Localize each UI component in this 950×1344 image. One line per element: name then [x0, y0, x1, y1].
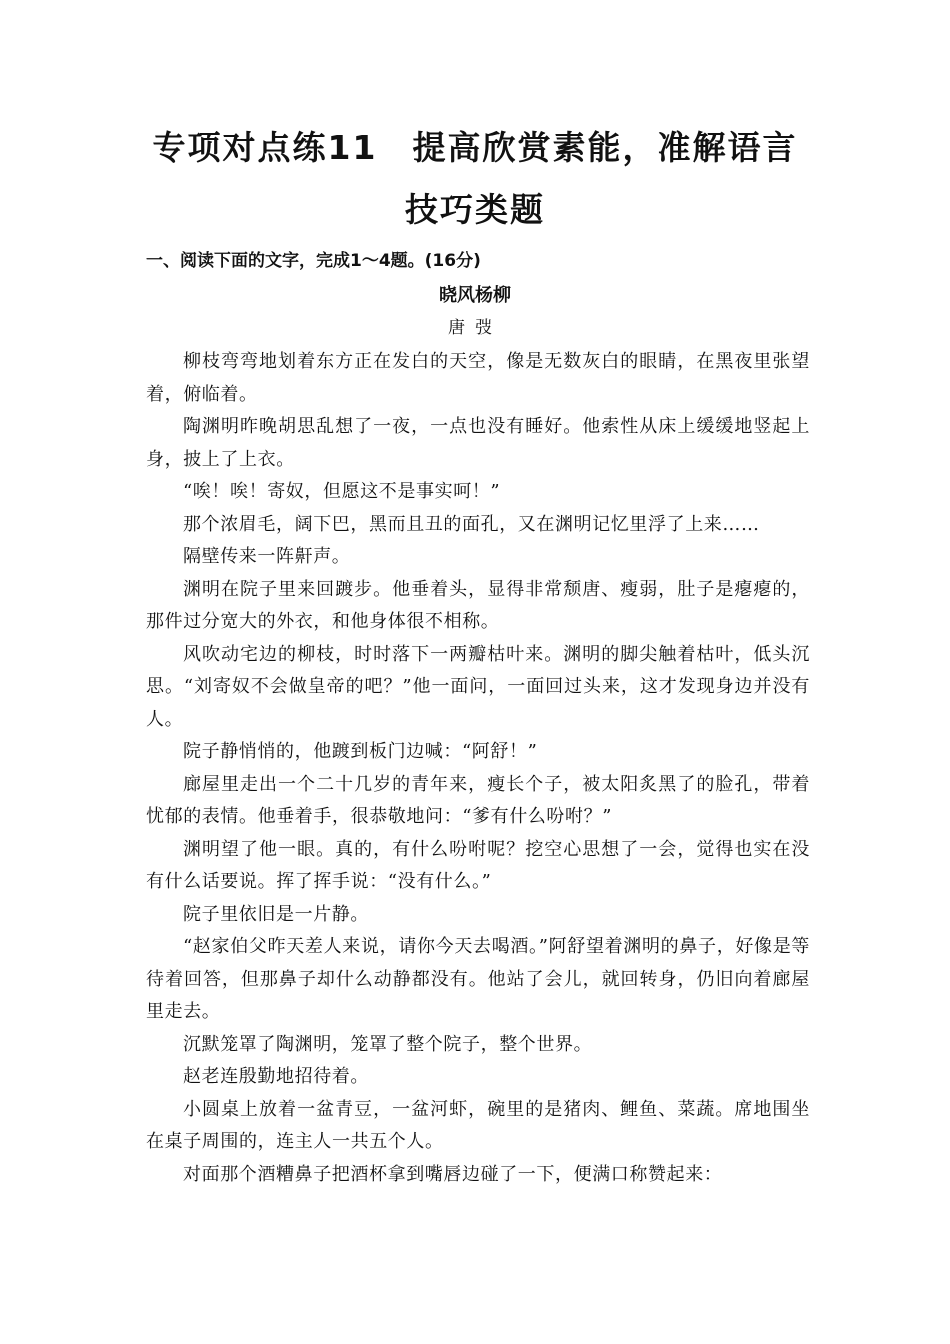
paragraph: 隔壁传来一阵鼾声。 [183, 546, 351, 567]
paragraph: 渊明在院子里来回踱步。他垂着头，显得非常颓唐、瘦弱，肚子是瘪瘪的，那件过分宽大的外衣，和他身体很不相称。 [146, 578, 810, 632]
paragraph: 陶渊明昨晚胡思乱想了一夜，一点也没有睡好。他索性从床上缓缓地竖起上身，披上了上衣。 [146, 416, 810, 470]
document-title-line-1: 专项对点练11 提高欣赏素能，准解语言 [152, 128, 798, 167]
paragraph: 沉默笼罩了陶渊明，笼罩了整个院子，整个世界。 [183, 1033, 593, 1055]
paragraph: 廊屋里走出一个二十几岁的青年来，瘦长个子，被太阳炙黑了的脸孔，带着忧郁的表情。他垂着手，很恭敬地问：“爹有什么吩咐？” [146, 773, 810, 827]
paragraph: 院子里依旧是一片静。 [183, 903, 369, 925]
paragraph: 渊明望了他一眼。真的，有什么吩咐呢？挖空心思想了一会，觉得也实在没有什么话要说。挥了挥手说：“没有什么。” [146, 838, 810, 892]
story-body [146, 346, 810, 1191]
story-author: 唐弢 [448, 318, 502, 338]
paragraph: 小圆桌上放着一盆青豆，一盆河虾，碗里的是猪肉、鲤鱼、菜蔬。席地围坐在桌子周围的，连主人一共五个人。 [146, 1098, 810, 1152]
paragraph: 对面那个酒糟鼻子把酒杯拿到嘴唇边碰了一下，便满口称赞起来： [183, 1163, 723, 1185]
paragraph: “唉！唉！寄奴，但愿这不是事实呵！” [183, 481, 501, 502]
paragraph: 风吹动宅边的柳枝，时时落下一两瓣枯叶来。渊明的脚尖触着枯叶，低头沉思。“刘寄奴不会做皇帝的吧？”他一面问，一面回过头来，这才发现身边并没有人。 [146, 643, 810, 730]
document-title-line-2: 技巧类题 [405, 190, 545, 229]
story-title: 晓风杨柳 [439, 285, 511, 306]
paragraph: 柳枝弯弯地划着东方正在发白的天空，像是无数灰白的眼睛，在黑夜里张望着，俯临着。 [146, 351, 810, 405]
paragraph: 院子静悄悄的，他踱到板门边喊：“阿舒！” [183, 741, 538, 762]
section-heading: 一、阅读下面的文字，完成1～4题。(16分) [146, 251, 481, 271]
paragraph: “赵家伯父昨天差人来说，请你今天去喝酒。”阿舒望着渊明的鼻子，好像是等待着回答，但那鼻子却什么动静都没有。他站了会儿，就回转身，仍旧向着廊屋里走去。 [146, 936, 810, 1022]
paragraph: 赵老连殷勤地招待着。 [183, 1066, 369, 1087]
paragraph: 那个浓眉毛，阔下巴，黑而且丑的面孔，又在渊明记忆里浮了上来…… [183, 513, 760, 535]
